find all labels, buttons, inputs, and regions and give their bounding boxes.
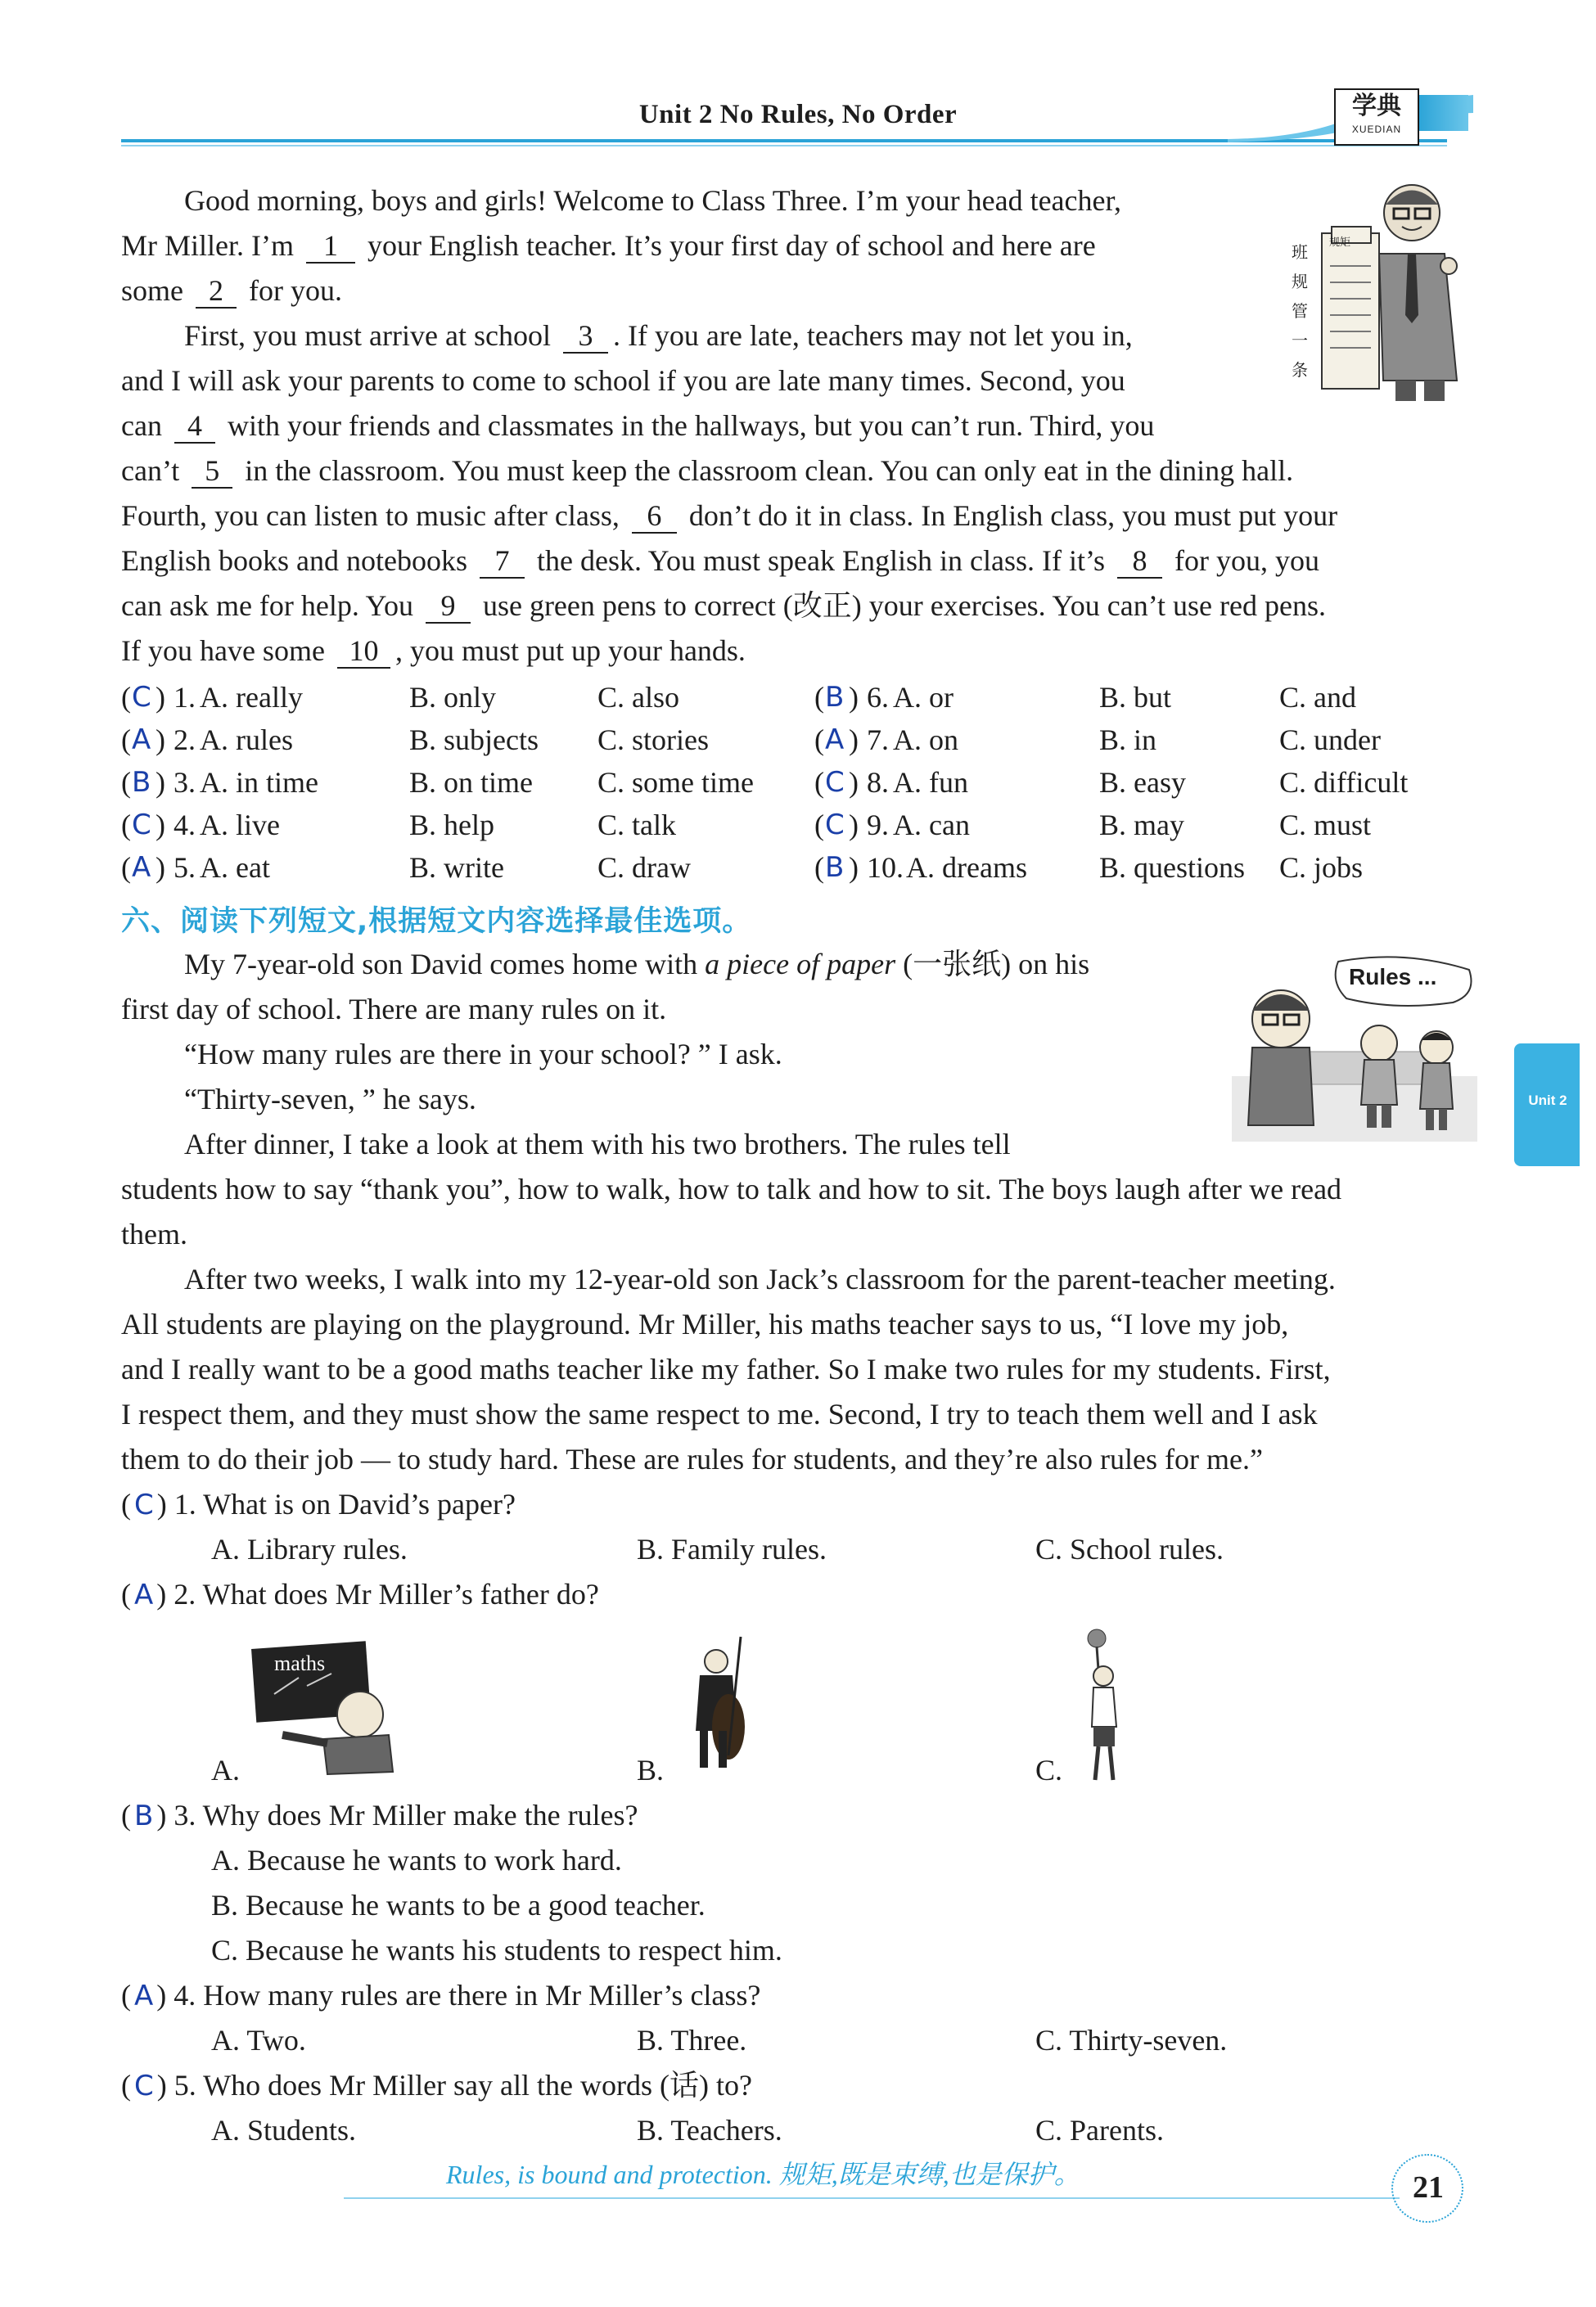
answer-bracket-open: ( <box>814 851 824 884</box>
cloze-blank: 10 <box>337 634 390 669</box>
cloze-text: , you must put up your hands. <box>394 634 746 667</box>
question-text: 2. What does Mr Miller’s father do? <box>174 1578 599 1611</box>
basketball-player-picture <box>1072 1629 1138 1788</box>
option-b: B. may <box>1099 809 1184 841</box>
reading-text: All students are playing on the playground. Mr Miller, his maths teacher says to us, “I love my job, <box>121 1308 1289 1340</box>
cloze-option-row <box>121 676 776 719</box>
answer-mark: C <box>825 809 845 841</box>
option-b: B. subjects <box>409 723 539 756</box>
option-number: 1. <box>174 681 196 714</box>
cloze-line <box>121 358 1277 403</box>
reading-text: After dinner, I take a look at them with his two brothers. The rules tell <box>184 1128 1011 1160</box>
cloze-text: your English teacher. It’s your first day of school and here are <box>359 229 1096 262</box>
option-number: 6. <box>867 681 889 714</box>
option-number: 4. <box>174 809 196 841</box>
option-c: C. also <box>597 681 680 714</box>
option-c: C. and <box>1279 681 1356 714</box>
answer-bracket-open: ( <box>121 2069 131 2102</box>
reading-text: first day of school. There are many rules on it. <box>121 993 667 1025</box>
option-a: A. live <box>200 809 280 841</box>
answer-choice[interactable]: C. Because he wants his students to respect him. <box>211 1934 782 1967</box>
answer-choice[interactable]: B. Teachers. <box>637 2114 782 2147</box>
answer-bracket-close: ) <box>849 809 859 841</box>
answer-mark: A <box>132 723 151 756</box>
cloze-text: Fourth, you can listen to music after class, <box>121 499 627 532</box>
question-line <box>121 1973 760 2019</box>
cloze-text: for you. <box>241 274 342 307</box>
teacher-with-rules-illustration <box>1289 176 1473 413</box>
answer-bracket-open: ( <box>121 1578 131 1611</box>
reading-text: My 7-year-old son David comes home with <box>184 948 706 980</box>
cloze-blank: 3 <box>563 319 608 354</box>
answer-bracket-open: ( <box>121 681 131 714</box>
answer-choice[interactable]: B. Three. <box>637 2024 747 2057</box>
option-b: B. on time <box>409 766 533 799</box>
reading-line <box>121 1212 187 1257</box>
answer-bracket-close: ) <box>849 766 859 799</box>
answer-bracket-close: ) <box>156 1488 174 1521</box>
answer-mark: C <box>134 2070 154 2102</box>
page-number: 21 <box>1413 2170 1444 2205</box>
option-c: C. stories <box>597 723 710 756</box>
reading-line <box>184 1077 476 1122</box>
cloze-blank: 8 <box>1117 544 1162 579</box>
cloze-line <box>121 629 1469 674</box>
cloze-text: If you have some <box>121 634 332 667</box>
answer-mark: C <box>132 809 151 841</box>
brand-tail <box>1418 95 1468 131</box>
answer-choice[interactable]: B. <box>637 1754 665 1787</box>
footer-rule <box>344 2197 1400 2199</box>
cloze-line <box>121 403 1277 448</box>
answer-bracket-open: ( <box>121 723 131 756</box>
poster-heading: 规矩 <box>1329 237 1351 249</box>
answer-choice[interactable]: A. Library rules. <box>211 1533 408 1566</box>
cloze-text: use green pens to correct (改正) your exercises. You can’t use red pens. <box>475 589 1326 622</box>
answer-mark: B <box>825 851 845 884</box>
reading-text: I respect them, and they must show the same respect to me. Second, I try to teach them well and I ask <box>121 1398 1318 1431</box>
reading-text: them. <box>121 1218 187 1250</box>
answer-bracket-close: ) <box>849 681 859 714</box>
cloze-text: and I will ask your parents to come to school if you are late many times. Second, you <box>121 364 1125 397</box>
option-number: 2. <box>174 723 196 756</box>
answer-bracket-open: ( <box>814 809 824 841</box>
option-c: C. draw <box>597 851 691 884</box>
answer-mark: B <box>132 766 151 799</box>
answer-bracket-open: ( <box>121 1979 131 2012</box>
answer-bracket-close: ) <box>156 1578 174 1611</box>
cloze-text: in the classroom. You must keep the classroom clean. You can only eat in the dining hall. <box>237 454 1294 487</box>
answer-mark: C <box>132 681 151 714</box>
answer-bracket-close: ) <box>156 681 165 714</box>
reading-line <box>184 1122 1011 1167</box>
answer-mark: A <box>134 1980 154 2012</box>
answer-mark: C <box>825 766 845 799</box>
option-a: A. or <box>893 681 954 714</box>
reading-text: “How many rules are there in your school? ” I ask. <box>184 1038 782 1070</box>
reading-line <box>121 1437 1263 1482</box>
reading-line <box>184 1032 782 1077</box>
cloze-line <box>184 313 1277 358</box>
cloze-text: the desk. You must speak English in class. If it’s <box>529 544 1112 577</box>
cloze-blank: 5 <box>192 454 232 489</box>
unit-title: Unit 2 No Rules, No Order <box>638 100 958 129</box>
answer-choice[interactable]: B. Family rules. <box>637 1533 827 1566</box>
cloze-line <box>121 538 1469 584</box>
option-number: 7. <box>867 723 889 756</box>
cloze-option-row <box>814 804 1469 846</box>
option-c: C. under <box>1279 723 1381 756</box>
option-b: B. only <box>409 681 497 714</box>
answer-bracket-close: ) <box>156 766 165 799</box>
cellist-picture <box>679 1633 778 1780</box>
question-text: 5. Who does Mr Miller say all the words (话) to? <box>174 2069 752 2102</box>
question-line <box>121 2063 752 2109</box>
answer-bracket-close: ) <box>156 851 165 884</box>
cloze-text: English books and notebooks <box>121 544 475 577</box>
cloze-line <box>121 268 1277 313</box>
option-c: C. must <box>1279 809 1372 841</box>
answer-mark: B <box>825 681 845 714</box>
footer-motto: Rules, is bound and protection. 规矩,既是束缚,也是保护。 <box>446 2160 1080 2189</box>
cloze-text: . If you are late, teachers may not let you in, <box>612 319 1133 352</box>
answer-choice[interactable]: C. School rules. <box>1035 1533 1224 1566</box>
cloze-text: don’t do it in class. In English class, you must put your <box>681 499 1338 532</box>
reading-line <box>121 1347 1331 1392</box>
answer-bracket-close: ) <box>156 723 165 756</box>
reading-text: them to do their job — to study hard. These are rules for students, and they’re also rules for me.” <box>121 1443 1263 1476</box>
answer-bracket-open: ( <box>121 809 131 841</box>
cloze-blank: 6 <box>632 499 677 534</box>
option-number: 9. <box>867 809 889 841</box>
cloze-text: Mr Miller. I’m <box>121 229 301 262</box>
brand-logo <box>1334 88 1419 146</box>
reading-text: and I really want to be a good maths teacher like my father. So I make two rules for my students. First, <box>121 1353 1331 1386</box>
option-b: B. help <box>409 809 494 841</box>
cloze-option-row <box>121 719 776 761</box>
option-c: C. jobs <box>1279 851 1364 884</box>
answer-bracket-open: ( <box>121 766 131 799</box>
answer-choice[interactable]: A. Students. <box>211 2114 357 2147</box>
cloze-blank: 9 <box>426 589 471 624</box>
cloze-option-row <box>814 676 1469 719</box>
option-b: B. questions <box>1099 851 1246 884</box>
answer-choice[interactable]: C. Thirty-seven. <box>1035 2024 1228 2057</box>
cloze-line <box>121 584 1469 629</box>
option-c: C. some time <box>597 766 754 799</box>
option-b: B. write <box>409 851 504 884</box>
answer-bracket-close: ) <box>156 2069 174 2102</box>
question-line <box>121 1482 516 1528</box>
brand-logo-en: XUEDIAN <box>1351 124 1402 135</box>
answer-mark: B <box>134 1800 154 1832</box>
option-a: A. can <box>893 809 970 841</box>
answer-mark: A <box>825 723 845 756</box>
cloze-text: some <box>121 274 191 307</box>
answer-bracket-open: ( <box>121 1488 131 1521</box>
reading-line <box>184 1257 1336 1302</box>
option-number: 3. <box>174 766 196 799</box>
reading-text: (一张纸) on his <box>895 948 1090 980</box>
unit-side-tab-label: Unit 2 <box>1528 1093 1567 1108</box>
cloze-blank: 1 <box>306 229 355 264</box>
option-b: B. easy <box>1099 766 1186 799</box>
reading-line <box>121 1302 1288 1347</box>
brand-logo-cn: 学典 <box>1352 92 1401 120</box>
cloze-text: Good morning, boys and girls! Welcome to Class Three. I’m your head teacher, <box>184 184 1122 217</box>
answer-bracket-close: ) <box>156 1979 174 2012</box>
cloze-option-row <box>121 761 776 804</box>
option-a: A. dreams <box>906 851 1027 884</box>
answer-bracket-open: ( <box>814 723 824 756</box>
answer-choice[interactable]: C. Parents. <box>1035 2114 1164 2147</box>
cloze-blank: 7 <box>480 544 525 579</box>
option-b: B. in <box>1099 723 1157 756</box>
cloze-option-row <box>814 846 1469 889</box>
answer-bracket-open: ( <box>814 766 824 799</box>
reading-text: After two weeks, I walk into my 12-year-old son Jack’s classroom for the parent-teacher meeting. <box>184 1263 1336 1295</box>
answer-choice[interactable]: C. <box>1035 1754 1063 1787</box>
answer-bracket-close: ) <box>849 851 859 884</box>
reading-line <box>121 987 666 1032</box>
answer-mark: A <box>132 851 151 884</box>
cloze-text: with your friends and classmates in the hallways, but you can’t run. Third, you <box>219 409 1155 442</box>
option-b: B. but <box>1099 681 1172 714</box>
option-c: C. talk <box>597 809 676 841</box>
question-line <box>121 1793 638 1839</box>
answer-choice[interactable]: A. Two. <box>211 2024 306 2057</box>
option-a: A. rules <box>200 723 293 756</box>
answer-bracket-close: ) <box>156 1799 174 1832</box>
cloze-text: for you, you <box>1166 544 1319 577</box>
option-number: 10. <box>867 851 904 884</box>
option-c: C. difficult <box>1279 766 1409 799</box>
option-a: A. really <box>200 681 303 714</box>
answer-bracket-close: ) <box>156 809 165 841</box>
option-a: A. fun <box>893 766 968 799</box>
cloze-text: can’t <box>121 454 187 487</box>
cloze-line <box>121 493 1469 538</box>
option-a: A. in time <box>200 766 318 799</box>
reading-line <box>121 1167 1341 1212</box>
cloze-option-row <box>121 846 776 889</box>
question-text: 4. How many rules are there in Mr Miller’s class? <box>174 1979 761 2012</box>
question-text: 3. Why does Mr Miller make the rules? <box>174 1799 638 1832</box>
cloze-option-row <box>814 761 1469 804</box>
answer-bracket-open: ( <box>121 1799 131 1832</box>
cloze-text: can <box>121 409 169 442</box>
option-number: 5. <box>174 851 196 884</box>
cloze-line <box>121 448 1469 493</box>
question-line <box>121 1572 599 1618</box>
cloze-blank: 2 <box>196 274 237 309</box>
reading-italic-text: a piece of paper <box>705 948 896 980</box>
reading-text: “Thirty-seven, ” he says. <box>184 1083 476 1115</box>
cloze-line <box>184 178 1277 223</box>
cloze-text: First, you must arrive at school <box>184 319 558 352</box>
cloze-line <box>121 223 1277 268</box>
option-a: A. eat <box>200 851 270 884</box>
question-text: 1. What is on David’s paper? <box>174 1488 516 1521</box>
reading-text: students how to say “thank you”, how to walk, how to talk and how to sit. The boys laugh after we read <box>121 1173 1342 1205</box>
answer-choice[interactable]: A. Because he wants to work hard. <box>211 1844 622 1877</box>
answer-mark: A <box>134 1579 154 1611</box>
section-heading: 六、阅读下列短文,根据短文内容选择最佳选项。 <box>121 905 752 938</box>
cloze-option-row <box>814 719 1469 761</box>
option-a: A. on <box>893 723 958 756</box>
maths-board-label: maths <box>274 1651 326 1675</box>
reading-line <box>184 942 1089 987</box>
cloze-text: can ask me for help. You <box>121 589 421 622</box>
reading-line <box>121 1392 1318 1437</box>
option-number: 8. <box>867 766 889 799</box>
answer-bracket-close: ) <box>849 723 859 756</box>
poster-side-text: 班规管一条 <box>1292 242 1308 380</box>
answer-choice[interactable]: B. Because he wants to be a good teacher. <box>211 1889 706 1922</box>
cloze-blank: 4 <box>174 409 215 444</box>
rules-speech-bubble: Rules ... <box>1349 964 1437 989</box>
cloze-option-row <box>121 804 776 846</box>
answer-bracket-open: ( <box>121 851 131 884</box>
answer-mark: C <box>134 1489 154 1521</box>
answer-choice[interactable]: A. <box>211 1754 240 1787</box>
answer-bracket-open: ( <box>814 681 824 714</box>
